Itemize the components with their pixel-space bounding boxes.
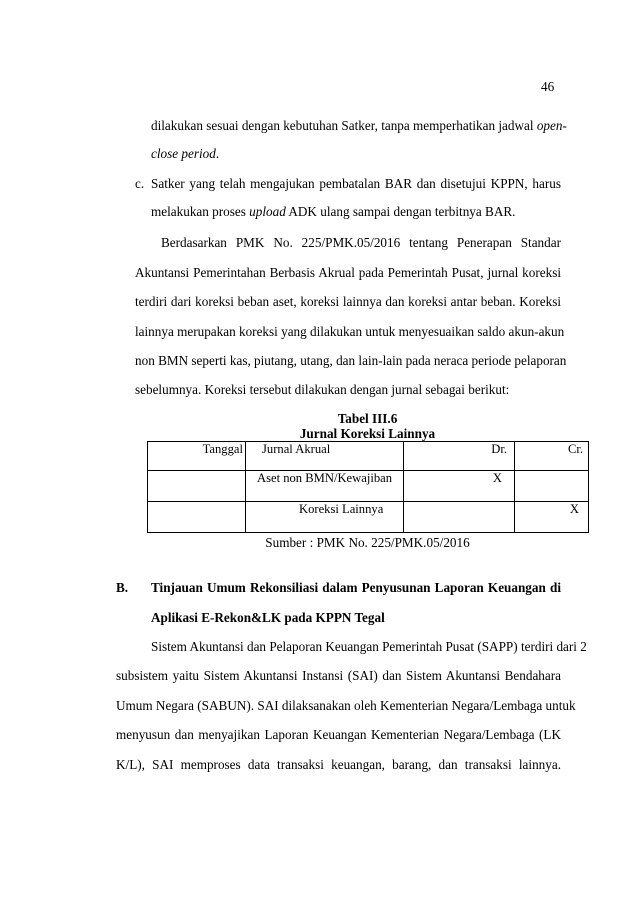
section-b-title-line-2: Aplikasi E-Rekon&LK pada KPPN Tegal [151,610,385,625]
item-c-line-2-pre: melakukan proses [151,204,246,219]
paragraph-1-line-1: Berdasarkan PMK No. 225/PMK.05/2016 tentang Penerapan Standar [161,235,561,250]
cell-credit [515,471,589,502]
item-b-line-1-text: dilakukan sesuai dengan kebutuhan Satker, tanpa memperhatikan jadwal [151,118,534,133]
item-b-line-1-italic: open- [536,118,567,133]
cell-date [148,471,246,502]
section-b-marker: B. [116,580,129,595]
item-c-line-2-post: ADK ulang sampai dengan terbitnya BAR. [288,204,516,219]
paragraph-2-line-1: Sistem Akuntansi dan Pelaporan Keuangan Pemerintah Pusat (SAPP) terdiri dari 2 [151,639,587,654]
table-row [148,471,589,502]
table-caption-title: Jurnal Koreksi Lainnya [299,426,436,441]
cell-account: Koreksi Lainnya [246,502,404,533]
page-number: 46 [541,79,555,94]
section-b-title-line-1: Tinjauan Umum Rekonsiliasi dalam Penyusunan Laporan Keuangan di [151,580,561,595]
paragraph-1-line-6: sebelumnya. Koreksi tersebut dilakukan dengan jurnal sebagai berikut: [135,382,510,397]
item-b-line-2 [151,146,219,162]
item-b-line-2-italic: close period [151,146,216,161]
paragraph-2-line-5: K/L), SAI memproses data transaksi keuangan, barang, dan transaksi lainnya. [116,757,561,772]
cell-date [148,502,246,533]
table-header-row [148,442,589,471]
header-cr: Cr. [515,442,589,471]
item-b-line-2-end: . [215,146,220,161]
paragraph-2-line-4: menyusun dan menyajikan Laporan Keuangan Kementerian Negara/Lembaga (LK [116,727,561,742]
paragraph-1-line-2: Akuntansi Pemerintahan Berbasis Akrual pada Pemerintah Pusat, jurnal koreksi [135,265,561,280]
paragraph-1-line-3: terdiri dari koreksi beban aset, koreksi lainnya dan koreksi antar beban. Koreksi [135,294,561,309]
table-source: Sumber : PMK No. 225/PMK.05/2016 [265,535,470,550]
paragraph-2-line-3: Umum Negara (SABUN). SAI dilaksanakan oleh Kementerian Negara/Lembaga untuk [116,698,576,713]
paragraph-1-line-4: lainnya merupakan koreksi yang dilakukan untuk menyesuaikan saldo akun-akun [135,324,565,339]
cell-account: Aset non BMN/Kewajiban [246,471,404,502]
item-b-line-1 [151,118,567,134]
item-c-line-2-italic: upload [249,204,286,219]
table-row [148,502,589,533]
header-jurnal-akrual: Jurnal Akrual [246,442,404,471]
cell-debit: X [404,471,515,502]
table-caption-number: Tabel III.6 [337,411,398,426]
paragraph-2-line-2: subsistem yaitu Sistem Akuntansi Instansi (SAI) dan Sistem Akuntansi Bendahara [116,668,561,683]
item-c-line-2 [151,204,515,220]
jurnal-koreksi-table [147,441,589,533]
cell-debit [404,502,515,533]
item-c-marker: c. [135,176,145,191]
item-c-line-1: Satker yang telah mengajukan pembatalan BAR dan disetujui KPPN, harus [151,176,561,191]
header-tanggal: Tanggal [148,442,246,471]
paragraph-1-line-5: non BMN seperti kas, piutang, utang, dan lain-lain pada neraca periode pelaporan [135,353,567,368]
header-dr: Dr. [404,442,515,471]
cell-credit: X [515,502,589,533]
